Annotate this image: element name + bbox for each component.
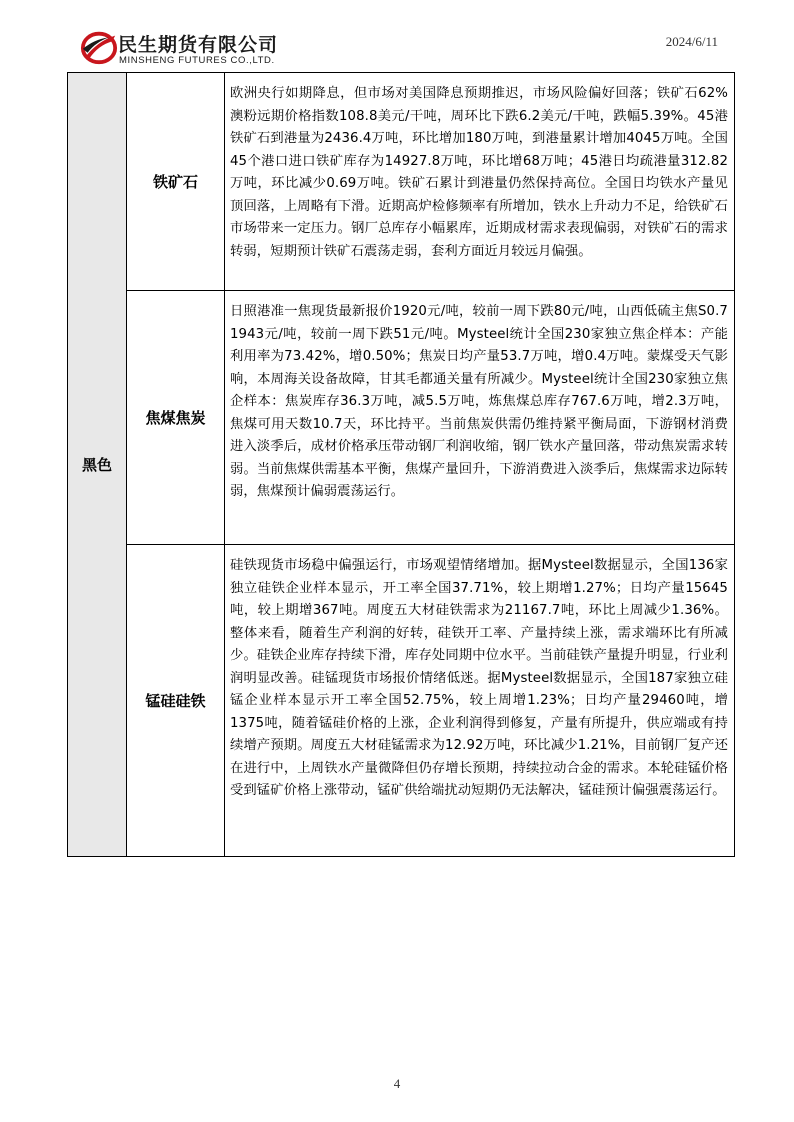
sector-label: 黑色	[68, 73, 127, 857]
commodity-analysis: 日照港准一焦现货最新报价1920元/吨，较前一周下跌80元/吨，山西低硫主焦S0.7 1943元/吨，较前一周下跌51元/吨。Mysteel统计全国230家独立焦企样本：产能利用率为73.42%，增0.50%；焦炭日均产量53.7万吨，增0.4万吨。蒙煤受天气影响，本周海关设备故障，甘其毛都通关量有所减少。Mysteel统计全国230家独立焦企样本：焦炭库存36.3万吨，减5.5万吨，炼焦煤总库存767.6万吨，增2.3万吨，焦煤可用天数10.7天，环比持平。当前焦炭供需仍维持紧平衡局面，下游钢材消费进入淡季后，成材价格承压带动钢厂利润收缩，钢厂铁水产量回落，带动焦炭需求转弱。当前焦煤供需基本平衡，焦煤产量回升，下游消费进入淡季后，焦煤需求边际转弱，焦煤预计偏弱震荡运行。	[225, 291, 735, 545]
table-row	[68, 291, 735, 545]
commodity-name: 铁矿石	[127, 73, 225, 291]
page-number: 4	[393, 1076, 401, 1091]
commodity-analysis: 欧洲央行如期降息，但市场对美国降息预期推迟，市场风险偏好回落；铁矿石62%澳粉远期价格指数108.8美元/干吨，周环比下跌6.2美元/干吨，跌幅5.39%。45港铁矿石到港量为2436.4万吨，环比增加180万吨，到港量累计增加4045万吨。全国45个港口进口铁矿库存为14927.8万吨，环比增68万吨；45港日均疏港量312.82万吨，环比减少0.69万吨。铁矿石累计到港量仍然保持高位。全国日均铁水产量见顶回落，上周略有下滑。近期高炉检修频率有所增加，铁水上升动力不足，给铁矿石市场带来一定压力。钢厂总库存小幅累库，近期成材需求表现偏弱，对铁矿石的需求转弱，短期预计铁矿石震荡走弱，套利方面近月较远月偏强。	[225, 73, 735, 291]
minsheng-logo-icon	[80, 28, 118, 66]
commodity-analysis: 硅铁现货市场稳中偏强运行，市场观望情绪增加。据Mysteel数据显示，全国136家独立硅铁企业样本显示，开工率全国37.71%，较上期增1.27%；日均产量15645吨，较上期增367吨。周度五大材硅铁需求为21167.7吨，环比上周减少1.36%。整体来看，随着生产利润的好转，硅铁开工率、产量持续上涨，需求端环比有所减少。硅铁企业库存持续下滑，库存处同期中位水平。当前硅铁产量提升明显，行业利润明显改善。硅锰现货市场报价情绪低迷。据Mysteel数据显示，全国187家独立硅锰企业样本显示开工率全国52.75%，较上周增1.23%；日均产量29460吨，增1375吨，随着锰硅价格的上涨，企业利润得到修复，产量有所提升，供应端或有持续增产预期。周度五大材硅锰需求为12.92万吨，环比减少1.21%，目前钢厂复产还在进行中，上周铁水产量微降但仍存增长预期，持续拉动合金的需求。本轮硅锰价格受到锰矿价格上涨带动，锰矿供给端扰动短期仍无法解决，锰硅预计偏强震荡运行。	[225, 545, 735, 857]
commodity-name: 锰硅硅铁	[127, 545, 225, 857]
commodity-name: 焦煤焦炭	[127, 291, 225, 545]
company-name-cn: 民生期货有限公司	[118, 34, 279, 56]
table-row	[68, 545, 735, 857]
report-date: 2024/6/11	[665, 34, 718, 49]
table-row	[68, 73, 735, 291]
commodity-report-table	[67, 72, 735, 857]
company-name-en: MINSHENG FUTURES CO.,LTD.	[119, 55, 275, 66]
page-header	[0, 0, 794, 72]
